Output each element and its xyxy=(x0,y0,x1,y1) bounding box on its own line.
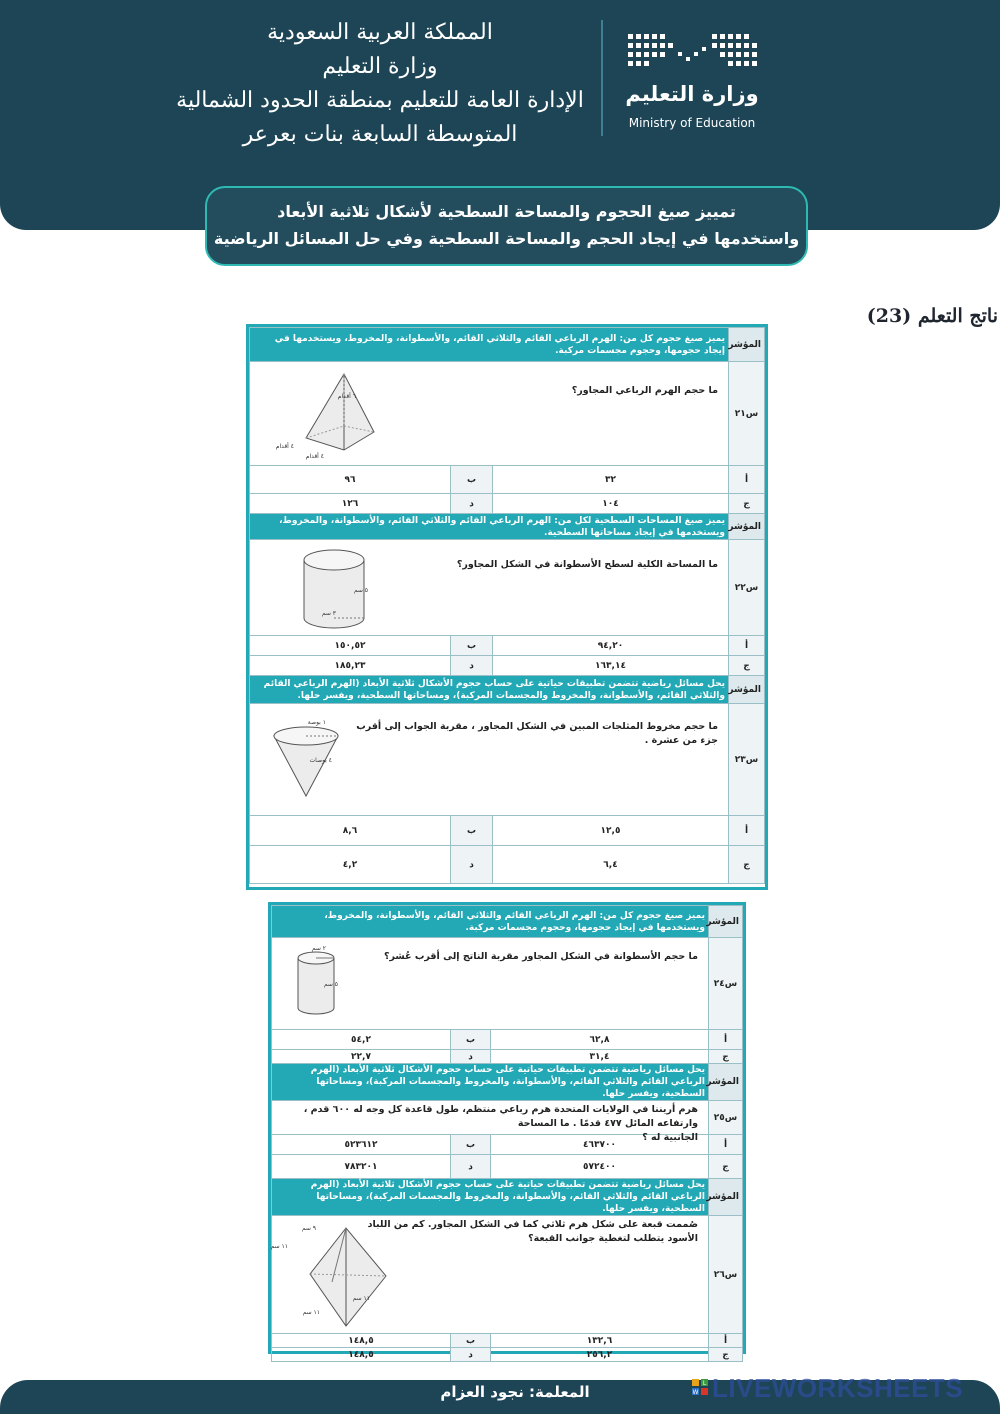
cone-height-label: ٤ بوصات xyxy=(309,757,332,764)
question-number: س٢٣ xyxy=(729,704,765,816)
question-text-line: ما حجم مخروط المثلجات المبين في الشكل المجاور ، مقربة الجواب إلى أقرب xyxy=(356,721,718,732)
answer-option[interactable]: ٢٥٦,٢ xyxy=(491,1348,709,1362)
question-number: س٢٤ xyxy=(709,938,743,1030)
option-letter: ج xyxy=(709,1155,743,1179)
option-letter: أ xyxy=(729,466,765,494)
pyramid-label: ٩ سم xyxy=(301,1225,316,1232)
question-number: س٢١ xyxy=(729,362,765,466)
option-letter: ب xyxy=(451,1135,491,1155)
option-letter: ب xyxy=(451,636,493,656)
answer-option[interactable]: ٦,٤ xyxy=(493,846,729,884)
answer-option[interactable]: ٣١,٤ xyxy=(491,1050,709,1064)
square-pyramid-figure xyxy=(275,368,394,460)
option-letter: ب xyxy=(451,466,493,494)
option-letter: د xyxy=(451,846,493,884)
answer-option[interactable]: ١٥٠,٥٢ xyxy=(250,636,451,656)
indicator-text: يميز صيغ المساحات السطحية لكل من: الهرم الرباعي القائم والثلاثي القائم، والأسطوانة، والمخروط، ويستخدمها في إيجاد مساحاتها السطحية. xyxy=(250,514,729,540)
directorate-line: الإدارة العامة للتعليم بمنطقة الحدود الشمالية xyxy=(176,88,584,113)
pyramid-side-label: ٤ أقدام xyxy=(275,443,294,450)
question-text-line: صُممت قبعة على شكل هرم ثلاثي كما في الشكل المجاور. كم من اللباد xyxy=(367,1219,698,1230)
cylinder-figure xyxy=(294,548,394,632)
answer-option[interactable]: ٣٢ xyxy=(493,466,729,494)
indicator-label: المؤشر xyxy=(709,1064,743,1101)
answer-option[interactable]: ١٤٨,٥ xyxy=(272,1334,451,1348)
answer-option[interactable]: ٥٢٣٦١٢ xyxy=(272,1135,451,1155)
question-25 xyxy=(272,1101,709,1143)
learning-outcome-label: ناتج التعلم (23) xyxy=(866,305,998,327)
indicator-text: يميز صيغ حجوم كل من: الهرم الرباعي القائم والثلاثي القائم، والأسطوانة، والمخروط، ويستخدمها في إيجاد حجومها، وحجوم مجسمات مركبة. xyxy=(272,906,709,938)
cone-radius-label: ١ بوصة xyxy=(307,719,326,726)
option-letter: أ xyxy=(729,636,765,656)
question-24 xyxy=(272,938,709,1030)
answer-option[interactable]: ١٢٦ xyxy=(250,494,451,514)
question-sheet-2 xyxy=(268,902,746,1360)
option-letter: ج xyxy=(729,656,765,676)
question-text-line: جزء من عشرة . xyxy=(644,735,718,746)
question-text: ما حجم الهرم الرباعي المجاور؟ xyxy=(571,385,718,396)
logo-english-text: Ministry of Education xyxy=(628,116,756,130)
answer-option[interactable]: ٦٢,٨ xyxy=(491,1030,709,1050)
option-letter: د xyxy=(451,1155,491,1179)
cylinder-radius-label: ٢ سم xyxy=(311,945,326,952)
logo-letter: W xyxy=(692,1389,699,1396)
answer-option[interactable]: ١٤٨,٥ xyxy=(272,1348,451,1362)
option-letter: د xyxy=(451,656,493,676)
pyramid-label: ١١ سم xyxy=(270,1243,288,1250)
ministry-line: وزارة التعليم xyxy=(322,54,438,79)
option-letter: ب xyxy=(451,816,493,846)
answer-option[interactable]: ٩٦ xyxy=(250,466,451,494)
answer-option[interactable]: ١٦٣,١٤ xyxy=(493,656,729,676)
option-letter: أ xyxy=(709,1030,743,1050)
indicator-text: يحل مسائل رياضية تتضمن تطبيقات حياتية على حساب حجوم الأشكال ثلاثية الأبعاد (الهرم الرباعي القائم والثلاثي القائم، والأسطوانة، والمخروط والمجسمات المركبة)، ومساحاتها السطحية، ويفسر حلها. xyxy=(250,676,729,704)
objective-line-1: تمييز صيغ الحجوم والمساحة السطحية لأشكال ثلاثية الأبعاد xyxy=(277,202,736,221)
indicator-label: المؤشر xyxy=(729,676,765,704)
option-letter: أ xyxy=(729,816,765,846)
answer-option[interactable]: ١٣٢,٦ xyxy=(491,1334,709,1348)
learning-objective-box xyxy=(205,186,808,266)
question-22 xyxy=(250,540,729,636)
question-number: س٢٥ xyxy=(709,1101,743,1135)
teacher-name: المعلمة: نجود العزام xyxy=(440,1383,590,1401)
indicator-text: يميز صيغ حجوم كل من: الهرم الرباعي القائم والثلاثي القائم، والأسطوانة، والمخروط، ويستخدمها في إيجاد حجومها، وحجوم مجسمات مركبة. xyxy=(250,328,729,362)
question-text-line: الأسود يتطلب لتغطية جوانب القبعة؟ xyxy=(528,1233,698,1244)
option-letter: ج xyxy=(709,1050,743,1064)
answer-option[interactable]: ١٢,٥ xyxy=(493,816,729,846)
option-letter: د xyxy=(451,1050,491,1064)
option-letter: د xyxy=(451,1348,491,1362)
option-letter: ج xyxy=(729,494,765,514)
question-text xyxy=(278,1103,698,1145)
option-letter: ج xyxy=(709,1348,743,1362)
indicator-text: يحل مسائل رياضية تتضمن تطبيقات حياتية على حساب حجوم الأشكال ثلاثية الأبعاد (الهرم الرباعي القائم والثلاثي القائم، والأسطوانة، والمخروط والمجسمات المركبة)، ومساحاتها السطحية، ويفسر حلها. xyxy=(272,1179,709,1216)
watermark-text: LIVEWORKSHEETS xyxy=(712,1373,964,1403)
option-letter: ب xyxy=(451,1334,491,1348)
pyramid-label: ١١ سم xyxy=(302,1309,320,1316)
question-number: س٢٦ xyxy=(709,1216,743,1334)
option-letter: أ xyxy=(709,1135,743,1155)
answer-option[interactable]: ٨,٦ xyxy=(250,816,451,846)
moe-dots-logo-icon xyxy=(626,30,758,72)
logo-letter: L xyxy=(702,1380,707,1387)
indicator-text: يحل مسائل رياضية تتضمن تطبيقات حياتية على حساب حجوم الأشكال ثلاثية الأبعاد (الهرم الرباعي القائم والثلاثي القائم، والأسطوانة، والمخروط والمجسمات المركبة)، ومساحاتها السطحية، ويفسر حلها. xyxy=(272,1064,709,1101)
cylinder-height-label: ٥ سم xyxy=(353,587,368,594)
cylinder-height-label: ٥ سم xyxy=(323,981,338,988)
question-text xyxy=(356,720,718,748)
pyramid-label: ١١ سم xyxy=(352,1295,370,1302)
pyramid-height-label: ٦ أقدام xyxy=(337,393,356,400)
pyramid-base-label: ٤ أقدام xyxy=(305,453,324,460)
option-letter: أ xyxy=(709,1334,743,1348)
answer-option[interactable]: ٩٤,٢٠ xyxy=(493,636,729,656)
answer-option[interactable]: ٤,٢ xyxy=(250,846,451,884)
indicator-label: المؤشر xyxy=(729,514,765,540)
question-text: ما حجم الأسطوانة في الشكل المجاور مقربة الناتج إلى أقرب عُشر؟ xyxy=(383,951,698,962)
school-header-text xyxy=(130,16,630,152)
answer-option[interactable]: ١٨٥,٢٣ xyxy=(250,656,451,676)
question-text-line: هرم أريننا في الولايات المتحدة هرم رباعي منتظم، طول قاعدة كل وجه له ٦٠٠ قدم ، وارتفاعه المائل ٤٧٧ قدمًا . ما المساحة xyxy=(303,1104,698,1129)
ministry-logo xyxy=(618,28,768,138)
tall-cylinder-figure xyxy=(286,942,376,1026)
option-letter: د xyxy=(451,494,493,514)
question-text: ما المساحة الكلية لسطح الأسطوانة في الشكل المجاور؟ xyxy=(456,559,718,570)
question-sheet-1 xyxy=(246,324,768,890)
question-26 xyxy=(272,1216,709,1334)
answer-option[interactable]: ٥٧٢٤٠٠ xyxy=(491,1155,709,1179)
indicator-label: المؤشر xyxy=(709,1179,743,1216)
header-divider xyxy=(601,20,603,136)
answer-option[interactable]: ٢٢,٧ xyxy=(272,1050,451,1064)
option-letter: ج xyxy=(729,846,765,884)
indicator-label: المؤشر xyxy=(709,906,743,938)
question-21 xyxy=(250,362,729,466)
triangular-pyramid-figure xyxy=(270,1222,406,1330)
liveworksheets-logo-icon xyxy=(692,1379,708,1395)
indicator-label: المؤشر xyxy=(729,328,765,362)
country-line: المملكة العربية السعودية xyxy=(267,20,493,45)
cylinder-radius-label: ٣ سم xyxy=(321,610,336,617)
answer-option[interactable]: ٤٦٣٧٠٠ xyxy=(491,1135,709,1155)
objective-line-2: واستخدمها في إيجاد الحجم والمساحة السطحية وفي حل المسائل الرياضية xyxy=(213,229,800,248)
logo-arabic-text: وزارة التعليم xyxy=(625,82,759,106)
option-letter: ب xyxy=(451,1030,491,1050)
question-text-line: الجانبية له ؟ xyxy=(642,1132,698,1143)
question-text xyxy=(368,1218,698,1246)
answer-option[interactable]: ١٠٤ xyxy=(493,494,729,514)
answer-option[interactable]: ٧٨٣٢٠١ xyxy=(272,1155,451,1179)
answer-option[interactable]: ٥٤,٢ xyxy=(272,1030,451,1050)
question-number: س٢٢ xyxy=(729,540,765,636)
school-line: المتوسطة السابعة بنات بعرعر xyxy=(242,122,518,147)
question-23 xyxy=(250,704,729,816)
ice-cream-cone-figure xyxy=(266,714,376,806)
